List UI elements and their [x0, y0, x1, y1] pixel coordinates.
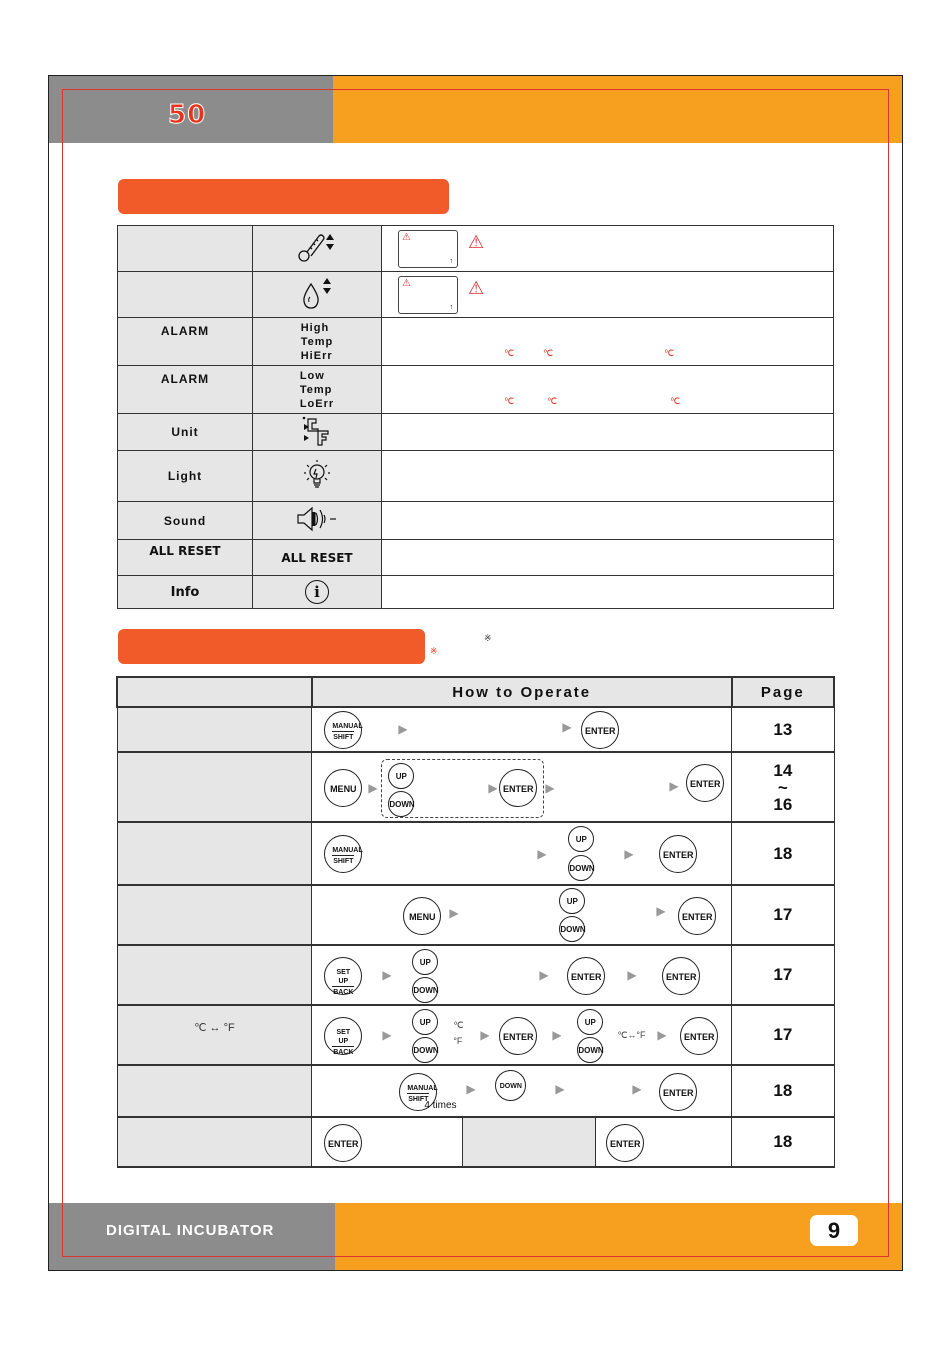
celsius-fahrenheit-icon: [253, 414, 382, 451]
unit-convert-label: ℃ ↔ °F: [117, 1005, 312, 1065]
arrow-icon: ▶: [656, 904, 666, 918]
table-header-row: [117, 677, 834, 707]
arrow-icon: ▶: [368, 781, 378, 795]
up-button: UP: [412, 949, 438, 975]
row-label: Unit: [118, 414, 253, 451]
page-ref: 17: [732, 1005, 834, 1065]
enter-button: ENTER: [680, 1017, 718, 1055]
down-button: DOWN: [412, 1037, 438, 1063]
page-ref: 18: [732, 822, 834, 885]
down-button: DOWN: [559, 916, 585, 942]
arrow-icon: ▶: [657, 1028, 667, 1042]
row-label: [118, 226, 253, 272]
up-button: UP: [559, 888, 585, 914]
section-bar-2: [118, 629, 425, 664]
alarm-low-symbol: Low Temp LoErr: [299, 369, 335, 410]
info-icon: i: [305, 580, 329, 604]
up-button: UP: [412, 1009, 438, 1035]
alarm-high-symbol: High Temp HiErr: [300, 321, 334, 362]
up-button: UP: [568, 826, 594, 852]
arrow-icon: ▶: [466, 1082, 476, 1096]
enter-button: ENTER: [581, 711, 619, 749]
manual-shift-button: MANUAL SHIFT: [399, 1073, 437, 1111]
manual-shift-button: MANUAL SHIFT: [324, 711, 362, 749]
row-label: Sound: [118, 502, 253, 540]
degree-mark: ℃: [504, 348, 515, 358]
arrow-icon: ▶: [537, 847, 547, 861]
down-button: DOWN: [577, 1037, 603, 1063]
down-button: DOWN: [495, 1070, 526, 1101]
arrow-icon: ▶: [449, 906, 459, 920]
col-header: Page: [732, 677, 834, 707]
page-ref: 18: [732, 1117, 834, 1167]
note-mark: ※: [484, 633, 492, 643]
arrow-icon: ▶: [545, 781, 555, 795]
table-row: [118, 272, 834, 318]
row-label: ALARM: [118, 366, 253, 414]
table-row: [118, 576, 834, 609]
menu-function-table: [117, 225, 834, 609]
cell-divider: [462, 1118, 463, 1166]
warning-icon: ⚠: [468, 232, 485, 252]
table-row: [118, 502, 834, 540]
page-ref: 13: [732, 707, 834, 752]
model-logo: 50: [168, 100, 207, 130]
table-row: [117, 1065, 834, 1117]
arrow-icon: ▶: [624, 847, 634, 861]
enter-button: ENTER: [659, 1073, 697, 1111]
row-label: Light: [118, 451, 253, 502]
setup-back-button: SET UP BACK: [324, 1017, 362, 1055]
row-label: ALARM: [118, 318, 253, 366]
footer-title: DIGITAL INCUBATOR: [106, 1222, 275, 1239]
col-header: How to Operate: [312, 677, 732, 707]
table-row: [118, 451, 834, 502]
celsius-label: ℃: [453, 1020, 464, 1030]
note-mark: ※: [430, 646, 438, 656]
degree-mark: ℃: [543, 348, 554, 358]
down-button: DOWN: [412, 977, 438, 1003]
section-bar-1: [118, 179, 449, 214]
lcd-display-box: ⚠ ↑: [398, 276, 458, 314]
enter-button: ENTER: [324, 1124, 362, 1162]
enter-button: ENTER: [606, 1124, 644, 1162]
warning-icon: ⚠: [468, 278, 485, 298]
cell-divider: [595, 1118, 596, 1166]
page-ref: 17: [732, 885, 834, 945]
arrow-icon: ▶: [552, 1028, 562, 1042]
enter-button: ENTER: [499, 769, 537, 807]
down-button: DOWN: [568, 855, 594, 881]
degree-mark: ℃: [547, 396, 558, 406]
page-number: 9: [810, 1215, 858, 1246]
table-row: [117, 1005, 834, 1065]
manual-shift-button: MANUAL SHIFT: [324, 835, 362, 873]
arrow-icon: ▶: [398, 722, 408, 736]
up-button: UP: [577, 1009, 603, 1035]
up-button: UP: [388, 763, 414, 789]
table-row: [118, 540, 834, 576]
arrow-icon: ▶: [562, 720, 572, 734]
enter-button: ENTER: [659, 835, 697, 873]
times-label: 4 times: [424, 1100, 457, 1111]
down-button: DOWN: [388, 791, 414, 817]
lcd-display-box: ⚠ ↑: [398, 230, 458, 268]
enter-button: ENTER: [678, 897, 716, 935]
table-row: [118, 318, 834, 366]
speaker-icon: [253, 502, 382, 540]
table-row: [117, 1117, 834, 1167]
degree-mark: ℃: [664, 348, 675, 358]
menu-button: MENU: [324, 769, 362, 807]
all-reset-symbol: ALL RESET: [253, 540, 382, 576]
arrow-icon: ▶: [480, 1028, 490, 1042]
setup-back-button: SET UP BACK: [324, 957, 362, 995]
arrow-icon: ▶: [488, 781, 498, 795]
unit-toggle-label: ℃↔°F: [617, 1030, 646, 1040]
table-row: [117, 822, 834, 885]
arrow-icon: ▶: [669, 779, 679, 793]
page-ref: 17: [732, 945, 834, 1005]
degree-mark: ℃: [504, 396, 515, 406]
thermometer-up-down-icon: [253, 226, 382, 272]
degree-mark: ℃: [670, 396, 681, 406]
arrow-icon: ▶: [539, 968, 549, 982]
table-row: [118, 414, 834, 451]
gray-cell: [462, 1118, 595, 1166]
row-label: [118, 272, 253, 318]
enter-button: ENTER: [686, 764, 724, 802]
lightbulb-icon: [253, 451, 382, 502]
enter-button: ENTER: [567, 957, 605, 995]
col-header: [117, 677, 312, 707]
table-row: [117, 885, 834, 945]
enter-button: ENTER: [499, 1017, 537, 1055]
table-row: [117, 752, 834, 822]
row-label: Info: [118, 576, 253, 609]
table-row: [118, 366, 834, 414]
page-ref: 18: [732, 1065, 834, 1117]
arrow-icon: ▶: [555, 1082, 565, 1096]
menu-button: MENU: [403, 897, 441, 935]
enter-button: ENTER: [662, 957, 700, 995]
table-row: [117, 707, 834, 752]
arrow-icon: ▶: [627, 968, 637, 982]
arrow-icon: ▶: [382, 968, 392, 982]
quick-operation-table: [116, 676, 835, 1168]
fahrenheit-label: °F: [453, 1036, 463, 1046]
table-row: [117, 945, 834, 1005]
page-ref: 14 ~ 16: [732, 752, 834, 822]
arrow-icon: ▶: [632, 1082, 642, 1096]
row-label: ALL RESET: [118, 540, 253, 576]
humidity-drop-up-down-icon: [253, 272, 382, 318]
arrow-icon: ▶: [382, 1028, 392, 1042]
table-row: [118, 226, 834, 272]
